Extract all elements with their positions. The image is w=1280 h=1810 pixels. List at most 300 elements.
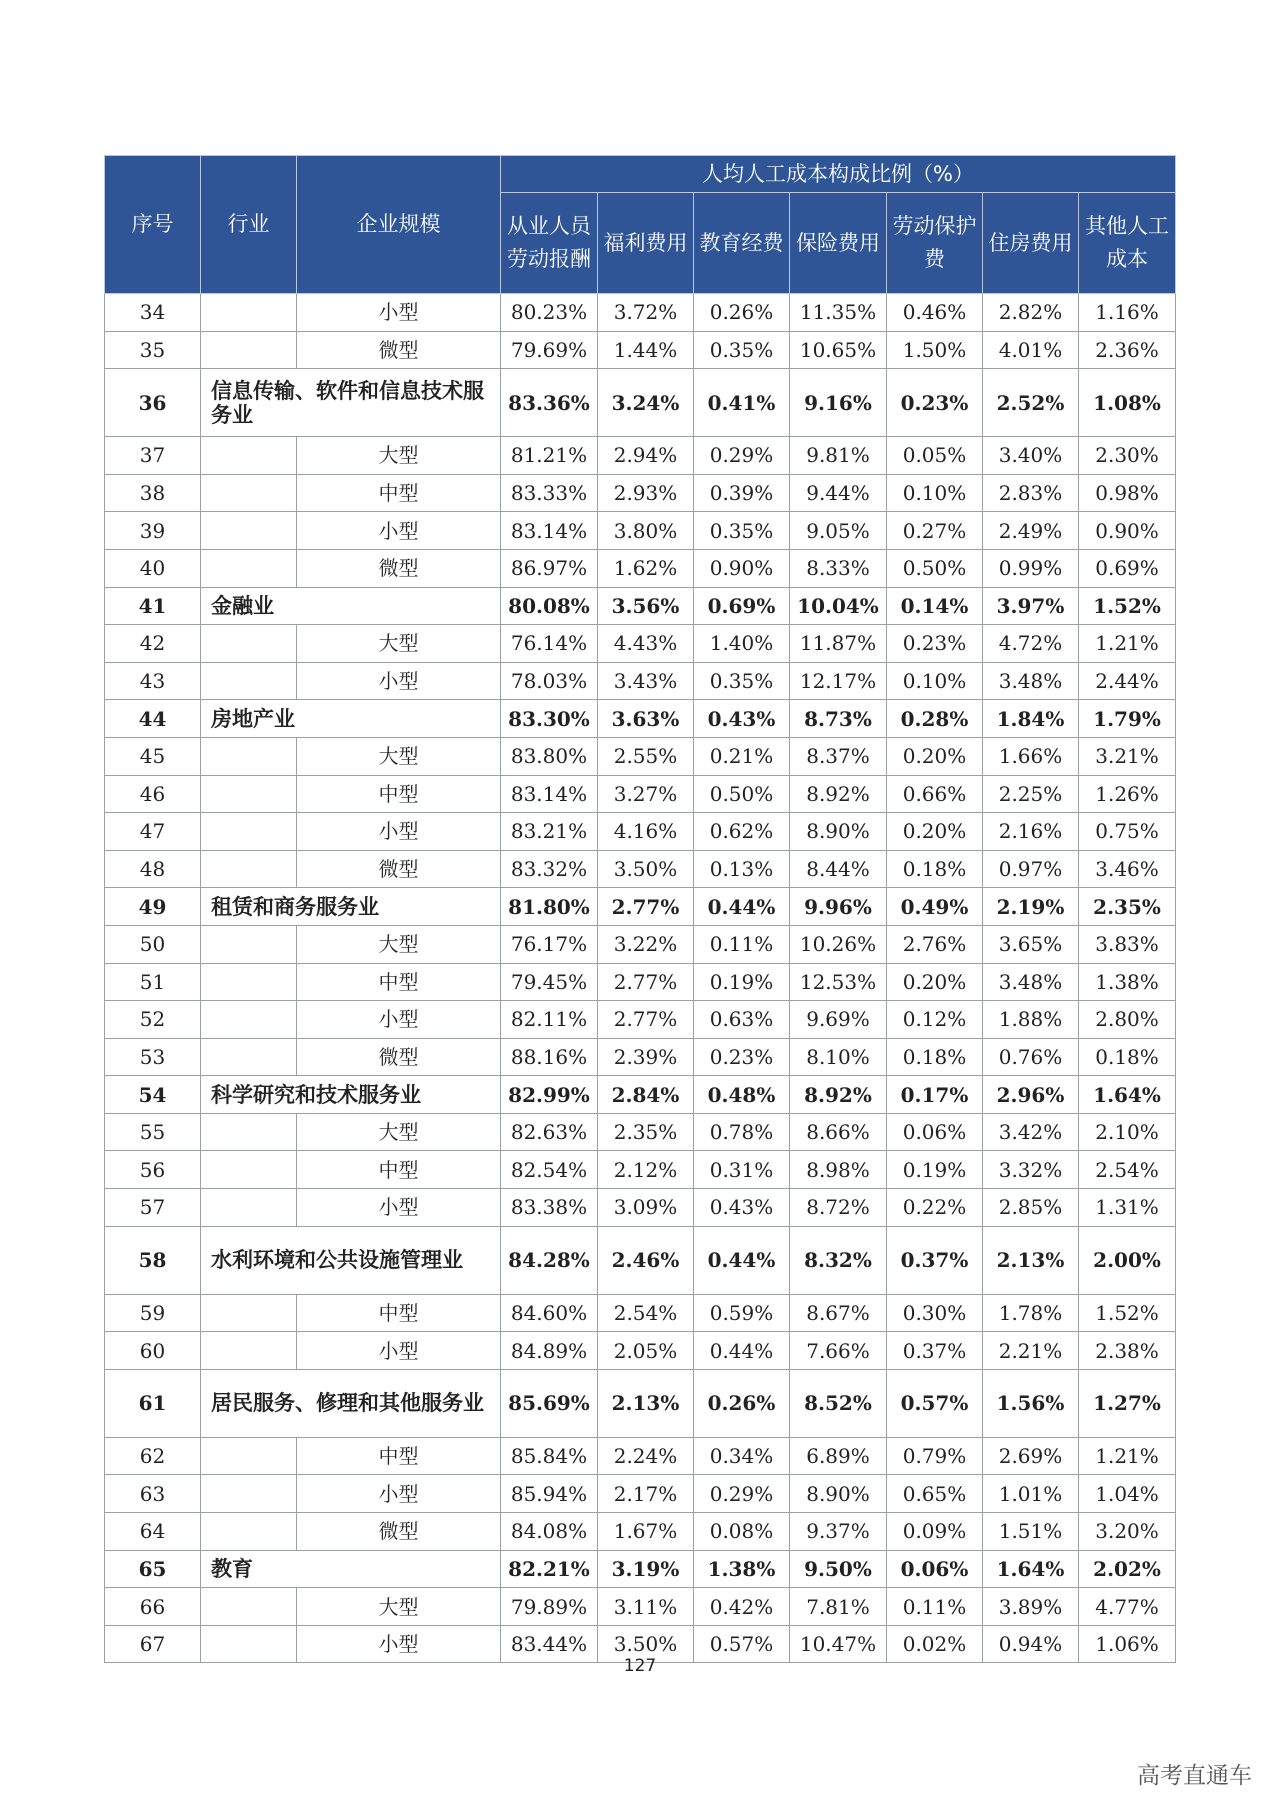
cell-industry [201, 1513, 297, 1551]
cell-size: 中型 [297, 1437, 501, 1475]
cell-education: 0.43% [694, 700, 790, 738]
cell-housing: 3.32% [983, 1151, 1079, 1189]
table-row [105, 1001, 1176, 1039]
cell-labor-protection: 0.23% [887, 625, 983, 663]
cell-education: 0.21% [694, 737, 790, 775]
cell-industry: 教育 [201, 1550, 501, 1588]
cell-labor-protection: 0.37% [887, 1332, 983, 1370]
cell-education: 0.39% [694, 474, 790, 512]
cell-insurance: 7.81% [790, 1588, 887, 1626]
cell-labor-protection: 0.27% [887, 512, 983, 550]
cell-other: 3.46% [1079, 850, 1176, 888]
watermark-text: 高考直通车 [1137, 1763, 1252, 1789]
cell-labor-protection: 0.12% [887, 1001, 983, 1039]
cell-industry: 科学研究和技术服务业 [201, 1076, 501, 1114]
cell-other: 1.27% [1079, 1369, 1176, 1437]
cell-welfare: 3.63% [598, 700, 694, 738]
table-row [105, 1113, 1176, 1151]
cell-education: 0.90% [694, 549, 790, 587]
cell-insurance: 8.32% [790, 1226, 887, 1294]
cell-industry: 居民服务、修理和其他服务业 [201, 1369, 501, 1437]
cell-insurance: 8.92% [790, 1076, 887, 1114]
cell-labor-protection: 0.20% [887, 963, 983, 1001]
cell-other: 1.64% [1079, 1076, 1176, 1114]
cell-other: 2.80% [1079, 1001, 1176, 1039]
table-row [105, 625, 1176, 663]
cell-welfare: 2.94% [598, 437, 694, 475]
cell-insurance: 11.87% [790, 625, 887, 663]
cell-education: 0.42% [694, 1588, 790, 1626]
cell-other: 0.75% [1079, 813, 1176, 851]
cell-industry [201, 1189, 297, 1227]
cell-welfare: 2.55% [598, 737, 694, 775]
header-col-education: 教育经费 [694, 193, 790, 294]
cell-housing: 2.85% [983, 1189, 1079, 1227]
cell-labor-protection: 0.19% [887, 1151, 983, 1189]
cell-other: 3.21% [1079, 737, 1176, 775]
cell-welfare: 3.72% [598, 294, 694, 332]
cell-education: 0.31% [694, 1151, 790, 1189]
cell-other: 1.79% [1079, 700, 1176, 738]
cell-welfare: 2.77% [598, 1001, 694, 1039]
cell-size: 中型 [297, 474, 501, 512]
cell-education: 0.11% [694, 925, 790, 963]
header-col-other: 其他人工成本 [1079, 193, 1176, 294]
cell-insurance: 6.89% [790, 1437, 887, 1475]
cell-labor-pay: 80.23% [501, 294, 598, 332]
cell-housing: 3.65% [983, 925, 1079, 963]
cell-insurance: 12.53% [790, 963, 887, 1001]
cell-other: 2.02% [1079, 1550, 1176, 1588]
table-row [105, 1151, 1176, 1189]
cell-labor-pay: 81.80% [501, 888, 598, 926]
cell-welfare: 3.24% [598, 369, 694, 437]
cell-welfare: 3.56% [598, 587, 694, 625]
cell-welfare: 3.50% [598, 1625, 694, 1663]
table-row [105, 331, 1176, 369]
cell-housing: 2.21% [983, 1332, 1079, 1370]
cell-industry [201, 813, 297, 851]
cell-insurance: 8.33% [790, 549, 887, 587]
cell-insurance: 7.66% [790, 1332, 887, 1370]
cell-seq: 41 [105, 587, 201, 625]
cell-other: 1.52% [1079, 1294, 1176, 1332]
cell-insurance: 8.37% [790, 737, 887, 775]
cell-labor-pay: 83.30% [501, 700, 598, 738]
cell-labor-protection: 0.02% [887, 1625, 983, 1663]
cell-industry [201, 331, 297, 369]
cell-other: 1.38% [1079, 963, 1176, 1001]
cell-insurance: 9.16% [790, 369, 887, 437]
cell-size: 微型 [297, 549, 501, 587]
cell-seq: 58 [105, 1226, 201, 1294]
cell-labor-protection: 0.20% [887, 813, 983, 851]
cell-other: 1.52% [1079, 587, 1176, 625]
cell-education: 0.35% [694, 512, 790, 550]
cell-industry [201, 437, 297, 475]
cell-seq: 46 [105, 775, 201, 813]
cell-labor-protection: 0.20% [887, 737, 983, 775]
cell-seq: 60 [105, 1332, 201, 1370]
industry-total-row [105, 1076, 1176, 1114]
industry-total-row [105, 700, 1176, 738]
cell-labor-pay: 79.45% [501, 963, 598, 1001]
cell-labor-pay: 82.63% [501, 1113, 598, 1151]
cell-labor-protection: 0.79% [887, 1437, 983, 1475]
cell-other: 2.38% [1079, 1332, 1176, 1370]
cell-size: 微型 [297, 850, 501, 888]
cell-housing: 1.64% [983, 1550, 1079, 1588]
cell-education: 0.29% [694, 437, 790, 475]
cell-industry [201, 1151, 297, 1189]
cell-welfare: 3.11% [598, 1588, 694, 1626]
cell-size: 中型 [297, 963, 501, 1001]
cell-education: 0.35% [694, 331, 790, 369]
cell-welfare: 2.35% [598, 1113, 694, 1151]
cell-industry: 信息传输、软件和信息技术服务业 [201, 369, 501, 437]
cell-labor-protection: 0.10% [887, 474, 983, 512]
cell-other: 2.54% [1079, 1151, 1176, 1189]
cell-housing: 2.19% [983, 888, 1079, 926]
cell-education: 0.26% [694, 1369, 790, 1437]
table-row [105, 1189, 1176, 1227]
cell-size: 中型 [297, 1151, 501, 1189]
cell-size: 小型 [297, 813, 501, 851]
industry-total-row [105, 1550, 1176, 1588]
cell-housing: 3.97% [983, 587, 1079, 625]
cell-labor-pay: 80.08% [501, 587, 598, 625]
cell-education: 0.08% [694, 1513, 790, 1551]
cell-education: 0.29% [694, 1475, 790, 1513]
cell-welfare: 2.39% [598, 1038, 694, 1076]
cell-other: 3.20% [1079, 1513, 1176, 1551]
cost-structure-table-container [104, 155, 1175, 1663]
cell-housing: 2.96% [983, 1076, 1079, 1114]
cell-labor-pay: 79.69% [501, 331, 598, 369]
cell-labor-protection: 2.76% [887, 925, 983, 963]
cell-other: 1.21% [1079, 625, 1176, 663]
cell-industry [201, 662, 297, 700]
cell-industry [201, 963, 297, 1001]
cell-size: 小型 [297, 1332, 501, 1370]
cell-insurance: 8.52% [790, 1369, 887, 1437]
cell-labor-pay: 82.11% [501, 1001, 598, 1039]
cell-seq: 53 [105, 1038, 201, 1076]
cell-welfare: 4.16% [598, 813, 694, 851]
cell-welfare: 2.84% [598, 1076, 694, 1114]
header-cost-group: 人均人工成本构成比例（%） [501, 156, 1176, 193]
cell-size: 大型 [297, 737, 501, 775]
cell-industry: 水利环境和公共设施管理业 [201, 1226, 501, 1294]
cell-labor-protection: 0.22% [887, 1189, 983, 1227]
cell-housing: 0.97% [983, 850, 1079, 888]
cell-seq: 62 [105, 1437, 201, 1475]
cell-seq: 49 [105, 888, 201, 926]
cell-size: 小型 [297, 662, 501, 700]
cell-other: 1.16% [1079, 294, 1176, 332]
cell-labor-pay: 82.99% [501, 1076, 598, 1114]
cell-industry [201, 775, 297, 813]
cell-housing: 3.89% [983, 1588, 1079, 1626]
cell-seq: 67 [105, 1625, 201, 1663]
cell-industry [201, 549, 297, 587]
cell-seq: 56 [105, 1151, 201, 1189]
cell-welfare: 2.77% [598, 888, 694, 926]
cell-labor-pay: 83.38% [501, 1189, 598, 1227]
cell-seq: 65 [105, 1550, 201, 1588]
cell-insurance: 9.96% [790, 888, 887, 926]
cell-welfare: 3.19% [598, 1550, 694, 1588]
cell-labor-protection: 0.57% [887, 1369, 983, 1437]
cell-industry [201, 850, 297, 888]
table-row [105, 1437, 1176, 1475]
cell-industry [201, 1588, 297, 1626]
cell-education: 0.62% [694, 813, 790, 851]
cell-labor-protection: 0.49% [887, 888, 983, 926]
cell-other: 2.44% [1079, 662, 1176, 700]
cell-industry [201, 474, 297, 512]
cell-welfare: 1.62% [598, 549, 694, 587]
cost-structure-table [104, 155, 1176, 1663]
cell-labor-pay: 83.32% [501, 850, 598, 888]
cell-other: 0.98% [1079, 474, 1176, 512]
cell-other: 0.18% [1079, 1038, 1176, 1076]
cell-insurance: 8.72% [790, 1189, 887, 1227]
cell-labor-pay: 83.36% [501, 369, 598, 437]
cell-welfare: 2.24% [598, 1437, 694, 1475]
table-header [105, 156, 1176, 294]
cell-labor-protection: 0.06% [887, 1113, 983, 1151]
cell-other: 2.36% [1079, 331, 1176, 369]
cell-education: 0.41% [694, 369, 790, 437]
cell-housing: 2.69% [983, 1437, 1079, 1475]
cell-labor-protection: 0.18% [887, 850, 983, 888]
table-row [105, 437, 1176, 475]
cell-labor-protection: 0.66% [887, 775, 983, 813]
cell-industry [201, 1001, 297, 1039]
table-row [105, 963, 1176, 1001]
cell-labor-protection: 0.37% [887, 1226, 983, 1294]
cell-welfare: 3.50% [598, 850, 694, 888]
cell-labor-protection: 1.50% [887, 331, 983, 369]
cell-education: 0.34% [694, 1437, 790, 1475]
cell-size: 大型 [297, 1113, 501, 1151]
cell-labor-pay: 76.14% [501, 625, 598, 663]
cell-education: 0.44% [694, 1226, 790, 1294]
cell-education: 0.19% [694, 963, 790, 1001]
cell-insurance: 8.73% [790, 700, 887, 738]
cell-seq: 64 [105, 1513, 201, 1551]
cell-housing: 4.72% [983, 625, 1079, 663]
cell-labor-protection: 0.28% [887, 700, 983, 738]
cell-housing: 4.01% [983, 331, 1079, 369]
cell-labor-pay: 83.33% [501, 474, 598, 512]
cell-education: 0.69% [694, 587, 790, 625]
cell-size: 小型 [297, 1625, 501, 1663]
cell-labor-protection: 0.18% [887, 1038, 983, 1076]
table-row [105, 1513, 1176, 1551]
header-col-insurance: 保险费用 [790, 193, 887, 294]
cell-labor-protection: 0.17% [887, 1076, 983, 1114]
cell-other: 1.26% [1079, 775, 1176, 813]
table-row [105, 474, 1176, 512]
cell-seq: 38 [105, 474, 201, 512]
cell-insurance: 10.47% [790, 1625, 887, 1663]
header-col-welfare: 福利费用 [598, 193, 694, 294]
cell-other: 0.69% [1079, 549, 1176, 587]
table-row [105, 1038, 1176, 1076]
cell-labor-pay: 79.89% [501, 1588, 598, 1626]
header-col-labor-pay: 从业人员劳动报酬 [501, 193, 598, 294]
cell-housing: 1.51% [983, 1513, 1079, 1551]
cell-welfare: 2.93% [598, 474, 694, 512]
industry-total-row [105, 888, 1176, 926]
cell-labor-pay: 84.28% [501, 1226, 598, 1294]
cell-labor-pay: 78.03% [501, 662, 598, 700]
cell-other: 1.21% [1079, 1437, 1176, 1475]
cell-industry [201, 1332, 297, 1370]
cell-industry [201, 925, 297, 963]
cell-size: 大型 [297, 1588, 501, 1626]
cell-labor-pay: 85.94% [501, 1475, 598, 1513]
table-row [105, 549, 1176, 587]
cell-education: 0.35% [694, 662, 790, 700]
cell-insurance: 8.10% [790, 1038, 887, 1076]
cell-housing: 0.99% [983, 549, 1079, 587]
table-row [105, 512, 1176, 550]
table-row [105, 775, 1176, 813]
cell-housing: 2.82% [983, 294, 1079, 332]
cell-insurance: 8.67% [790, 1294, 887, 1332]
cell-size: 小型 [297, 512, 501, 550]
header-seq: 序号 [105, 156, 201, 294]
cell-industry [201, 1437, 297, 1475]
table-body [105, 294, 1176, 1663]
cell-size: 微型 [297, 1038, 501, 1076]
cell-insurance: 8.92% [790, 775, 887, 813]
cell-seq: 45 [105, 737, 201, 775]
cell-housing: 2.25% [983, 775, 1079, 813]
cell-education: 0.57% [694, 1625, 790, 1663]
table-row [105, 294, 1176, 332]
table-row [105, 925, 1176, 963]
header-col-labor-protection: 劳动保护费 [887, 193, 983, 294]
cell-welfare: 3.09% [598, 1189, 694, 1227]
cell-size: 大型 [297, 437, 501, 475]
cell-insurance: 9.37% [790, 1513, 887, 1551]
header-industry: 行业 [201, 156, 297, 294]
cell-insurance: 9.81% [790, 437, 887, 475]
cell-insurance: 8.66% [790, 1113, 887, 1151]
cell-education: 0.48% [694, 1076, 790, 1114]
cell-industry [201, 625, 297, 663]
cell-labor-protection: 0.09% [887, 1513, 983, 1551]
cell-housing: 1.88% [983, 1001, 1079, 1039]
cell-labor-pay: 86.97% [501, 549, 598, 587]
cell-insurance: 10.04% [790, 587, 887, 625]
cell-other: 4.77% [1079, 1588, 1176, 1626]
cell-industry [201, 1294, 297, 1332]
cell-welfare: 2.46% [598, 1226, 694, 1294]
cell-labor-pay: 83.14% [501, 775, 598, 813]
cell-housing: 1.84% [983, 700, 1079, 738]
cell-housing: 1.01% [983, 1475, 1079, 1513]
cell-industry [201, 1113, 297, 1151]
cell-insurance: 9.44% [790, 474, 887, 512]
cell-welfare: 2.12% [598, 1151, 694, 1189]
cell-welfare: 1.67% [598, 1513, 694, 1551]
cell-housing: 2.16% [983, 813, 1079, 851]
cell-seq: 36 [105, 369, 201, 437]
cell-other: 2.10% [1079, 1113, 1176, 1151]
cell-labor-pay: 85.84% [501, 1437, 598, 1475]
cell-seq: 61 [105, 1369, 201, 1437]
cell-industry [201, 1038, 297, 1076]
cell-other: 1.06% [1079, 1625, 1176, 1663]
cell-labor-pay: 83.14% [501, 512, 598, 550]
cell-housing: 2.52% [983, 369, 1079, 437]
cell-other: 2.00% [1079, 1226, 1176, 1294]
cell-housing: 2.83% [983, 474, 1079, 512]
cell-seq: 39 [105, 512, 201, 550]
cell-labor-pay: 83.21% [501, 813, 598, 851]
cell-insurance: 8.90% [790, 813, 887, 851]
industry-total-row [105, 1369, 1176, 1437]
cell-insurance: 10.65% [790, 331, 887, 369]
cell-seq: 59 [105, 1294, 201, 1332]
cell-seq: 48 [105, 850, 201, 888]
cell-housing: 0.76% [983, 1038, 1079, 1076]
industry-total-row [105, 587, 1176, 625]
cell-seq: 40 [105, 549, 201, 587]
cell-education: 0.44% [694, 888, 790, 926]
cell-labor-pay: 84.60% [501, 1294, 598, 1332]
cell-other: 1.31% [1079, 1189, 1176, 1227]
cell-labor-pay: 88.16% [501, 1038, 598, 1076]
page-number: 127 [623, 1656, 657, 1676]
cell-size: 中型 [297, 1294, 501, 1332]
cell-education: 0.13% [694, 850, 790, 888]
cell-housing: 0.94% [983, 1625, 1079, 1663]
cell-labor-protection: 0.14% [887, 587, 983, 625]
cell-seq: 55 [105, 1113, 201, 1151]
cell-welfare: 2.77% [598, 963, 694, 1001]
cell-other: 2.35% [1079, 888, 1176, 926]
cell-labor-pay: 83.80% [501, 737, 598, 775]
cell-seq: 37 [105, 437, 201, 475]
cell-labor-pay: 81.21% [501, 437, 598, 475]
table-row [105, 1332, 1176, 1370]
cell-welfare: 2.13% [598, 1369, 694, 1437]
cell-industry: 房地产业 [201, 700, 501, 738]
cell-labor-protection: 0.11% [887, 1588, 983, 1626]
cell-industry [201, 1475, 297, 1513]
cell-housing: 2.13% [983, 1226, 1079, 1294]
cell-labor-pay: 83.44% [501, 1625, 598, 1663]
cell-welfare: 3.27% [598, 775, 694, 813]
cell-housing: 3.42% [983, 1113, 1079, 1151]
cell-welfare: 3.22% [598, 925, 694, 963]
cell-other: 3.83% [1079, 925, 1176, 963]
cell-insurance: 9.50% [790, 1550, 887, 1588]
table-row [105, 1294, 1176, 1332]
cell-industry [201, 737, 297, 775]
cell-welfare: 2.17% [598, 1475, 694, 1513]
cell-seq: 44 [105, 700, 201, 738]
cell-welfare: 3.80% [598, 512, 694, 550]
header-size: 企业规模 [297, 156, 501, 294]
cell-housing: 2.49% [983, 512, 1079, 550]
